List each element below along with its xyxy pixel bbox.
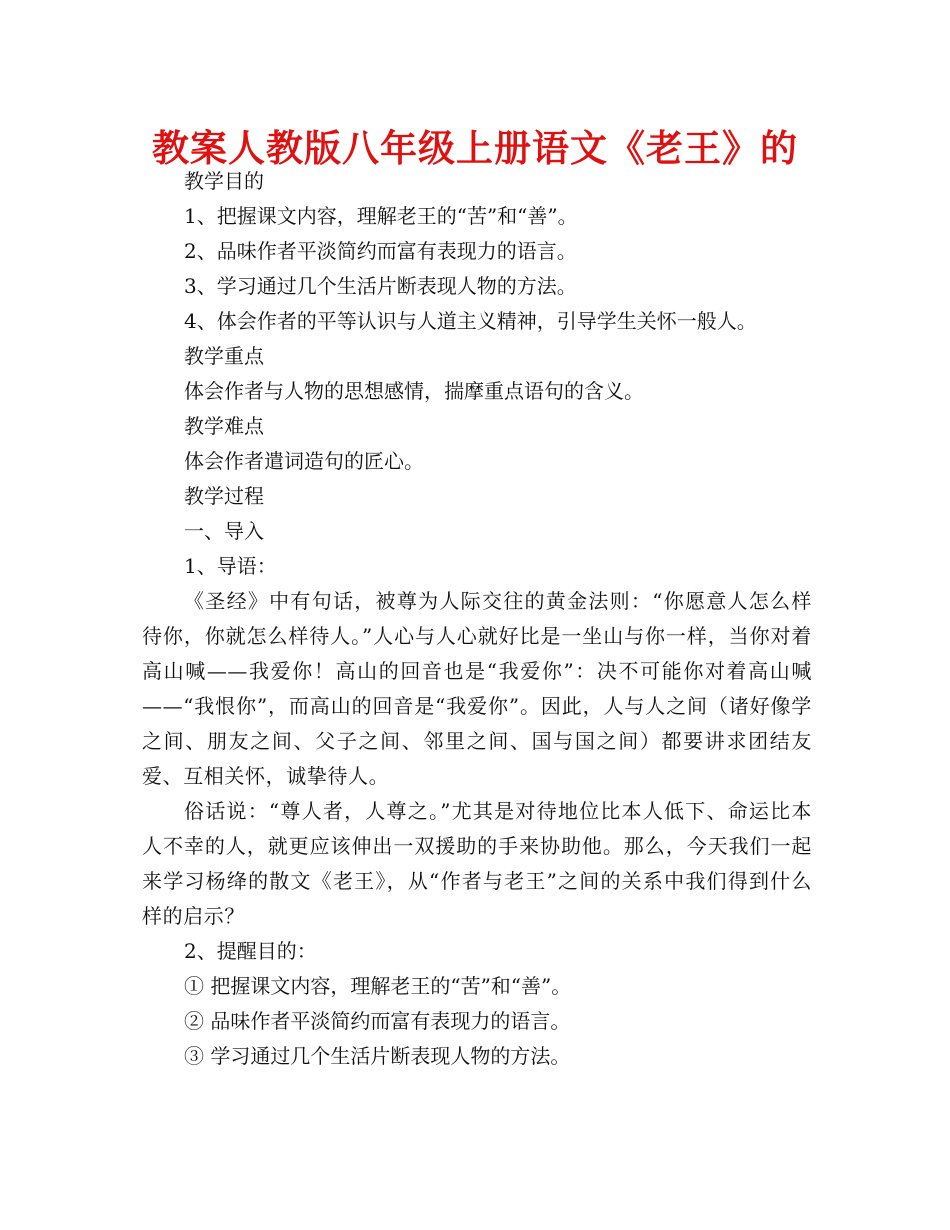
key-point-text: 体会作者与人物的思想感情，揣摩重点语句的含义。 <box>184 379 644 403</box>
difficulty-heading: 教学难点 <box>184 414 264 438</box>
intro-paragraph: 《圣经》中有句话，被尊为人际交往的黄金法则：“你愿意人怎么样待你，你就怎么样待人。”人心与人心就好比是一坐山与你一样，当你对着高山喊——我爱你！高山的回音也是“我爱你”：决不可能你对着高山喊——“我恨你”，而高山的回音是“我爱你”。因此，人与人之间（诸好像学之间、朋友之间、父子之间、邻里之间、国与国之间）都要讲求团结友爱、互相关怀，诚挚待人。 <box>142 589 812 788</box>
objective-item: 3、学习通过几个生活片断表现人物的方法。 <box>184 274 577 298</box>
objectives-heading: 教学目的 <box>184 169 264 193</box>
document-title: 教案人教版八年级上册语文《老王》的 <box>152 127 798 170</box>
process-heading: 教学过程 <box>184 484 264 508</box>
goal-item: ② 品味作者平淡简约而富有表现力的语言。 <box>184 1009 571 1033</box>
objective-item: 4、体会作者的平等认识与人道主义精神，引导学生关怀一般人。 <box>184 309 757 333</box>
goal-item: ③ 学习通过几个生活片断表现人物的方法。 <box>184 1044 571 1068</box>
key-point-heading: 教学重点 <box>184 344 264 368</box>
step-two-heading: 2、提醒目的： <box>184 939 317 963</box>
objective-item: 1、把握课文内容，理解老王的“苦”和“善”。 <box>184 204 578 228</box>
document-body <box>142 164 812 1074</box>
proverb-paragraph: 俗话说：“尊人者，人尊之。”尤其是对待地位比本人低下、命运比本人不幸的人，就更应该伸出一双援助的手来协助他。那么，今天我们一起来学习杨绛的散文《老王》，从“作者与老王”之间的关系中我们得到什么样的启示？ <box>142 799 812 928</box>
step-one-heading: 1、导语： <box>184 554 277 578</box>
difficulty-text: 体会作者遣词造句的匠心。 <box>184 449 424 473</box>
objective-item: 2、品味作者平淡简约而富有表现力的语言。 <box>184 239 577 263</box>
part-one-heading: 一、导入 <box>184 519 264 543</box>
goal-item: ① 把握课文内容，理解老王的“苦”和“善”。 <box>184 974 572 998</box>
